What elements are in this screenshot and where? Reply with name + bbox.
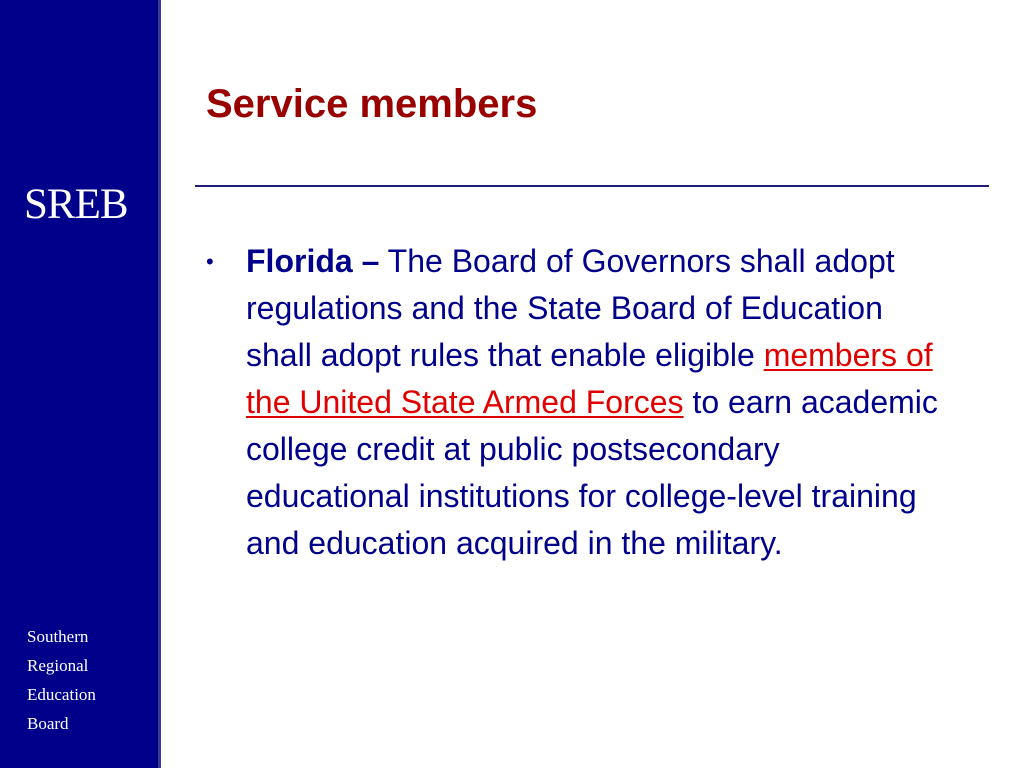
organization-name	[27, 622, 96, 738]
slide-title: Service members	[206, 82, 538, 126]
bullet-lead: Florida –	[246, 243, 380, 279]
sidebar	[0, 0, 161, 768]
bullet-body-part2: to earn academic college credit at public postsecondary educational institutions for college-level training and education acquired in the military.	[246, 384, 938, 561]
bullet-marker: •	[206, 249, 214, 274]
org-name-line: Southern	[27, 627, 89, 646]
sreb-logo: SREB	[24, 181, 128, 228]
title-divider	[195, 185, 989, 187]
bullet-text	[246, 238, 946, 567]
slide-content	[206, 238, 946, 567]
org-name-line: Board	[27, 714, 69, 733]
bullet-body-part1: The Board of Governors shall adopt regulations and the State Board of Education shall adopt rules that enable eligible	[246, 243, 895, 373]
bullet-highlight: members of the United State Armed Forces	[246, 337, 933, 420]
org-name-line: Regional	[27, 656, 89, 675]
org-name-line: Education	[27, 685, 96, 704]
